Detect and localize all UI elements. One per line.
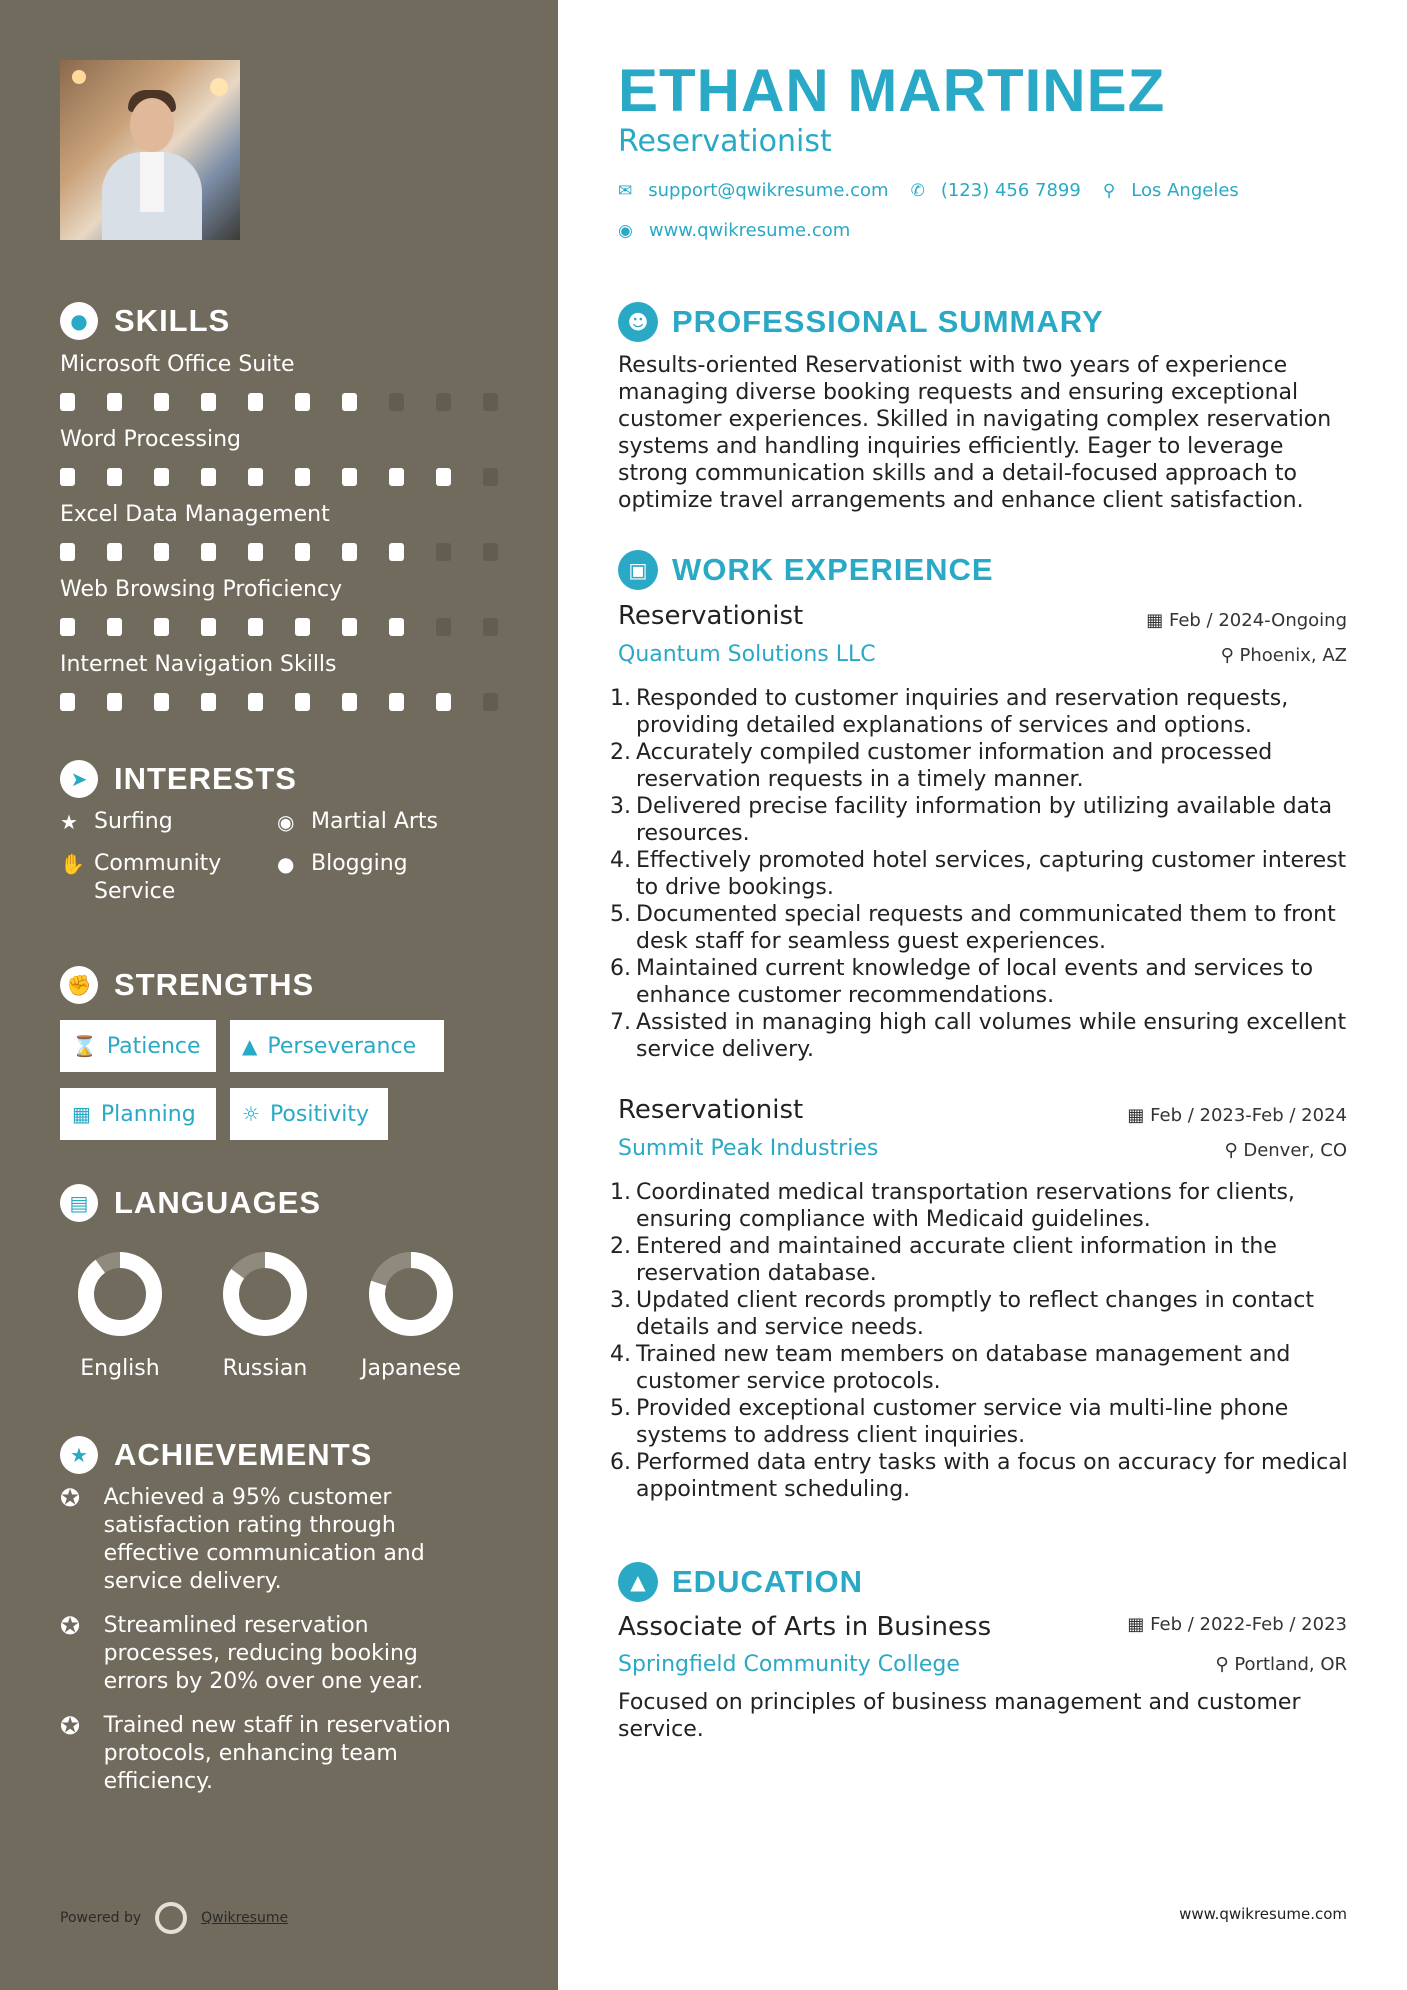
list-item: 7. Assisted in managing high call volumes while ensuring excellent service delivery. bbox=[610, 1010, 1347, 1062]
skill-dot bbox=[201, 693, 216, 711]
education-location: ⚲ Portland, OR bbox=[1215, 1654, 1347, 1675]
contact-row bbox=[618, 180, 1239, 201]
experience-heading: ▣ WORK EXPERIENCE bbox=[618, 550, 994, 590]
star-icon: ✪ bbox=[60, 1712, 81, 1740]
skill-dot bbox=[60, 468, 75, 486]
skill-dot bbox=[248, 693, 263, 711]
hand-icon: ✋ bbox=[60, 852, 85, 876]
list-item: 4. Effectively promoted hotel services, capturing customer interest to drive bookings. bbox=[610, 848, 1347, 900]
list-item: 2. Entered and maintained accurate client information in the reservation database. bbox=[610, 1234, 1277, 1286]
language-ring bbox=[76, 1250, 164, 1338]
users-icon: ● bbox=[277, 852, 295, 876]
skill-dot bbox=[483, 468, 498, 486]
calendar-icon: ▦ bbox=[1127, 1614, 1151, 1635]
list-item: 1. Responded to customer inquiries and reservation requests, providing detailed explanations of services and options. bbox=[610, 686, 1289, 738]
job-bullets bbox=[610, 685, 1370, 1063]
skill-item bbox=[60, 652, 510, 711]
education-date: ▦ Feb / 2022-Feb / 2023 bbox=[1127, 1614, 1347, 1635]
interest-item: ● Blogging bbox=[277, 851, 408, 876]
skill-dot bbox=[295, 393, 310, 411]
skill-dot bbox=[436, 543, 451, 561]
strength-tag: ▦ Planning bbox=[60, 1088, 216, 1140]
skill-dot bbox=[389, 693, 404, 711]
star-icon: ✪ bbox=[60, 1484, 81, 1512]
pin-icon: ⚲ bbox=[1224, 1140, 1244, 1161]
degree-title: Associate of Arts in Business bbox=[618, 1612, 992, 1642]
skill-dot bbox=[107, 618, 122, 636]
skills-heading: ● SKILLS bbox=[60, 302, 230, 340]
skill-rating bbox=[60, 543, 510, 561]
list-item: 4. Trained new team members on database management and customer service protocols. bbox=[610, 1342, 1291, 1394]
interest-item: ✋ Community Service bbox=[60, 851, 222, 904]
list-item: 3. Delivered precise facility information by utilizing available data resources. bbox=[610, 794, 1333, 846]
road-icon: ▲ bbox=[242, 1034, 258, 1058]
skill-dot bbox=[154, 393, 169, 411]
list-item: 6. Maintained current knowledge of local events and services to enhance customer recommendations. bbox=[610, 956, 1314, 1008]
award-icon: ★ bbox=[60, 1436, 98, 1474]
graduation-cap-icon: ▲ bbox=[618, 1562, 658, 1602]
star-icon: ✪ bbox=[60, 1612, 81, 1640]
skill-item bbox=[60, 577, 510, 636]
skill-dot bbox=[201, 618, 216, 636]
list-item: 5. Documented special requests and communicated them to front desk staff for seamless guest experiences. bbox=[610, 902, 1336, 954]
job-location: ⚲ Phoenix, AZ bbox=[1220, 645, 1347, 666]
skill-dot bbox=[483, 693, 498, 711]
interest-item: ◉ Martial Arts bbox=[277, 809, 439, 834]
fist-icon: ✊ bbox=[60, 966, 98, 1004]
list-item: 3. Updated client records promptly to reflect changes in contact details and service needs. bbox=[610, 1288, 1314, 1340]
skill-dot bbox=[154, 543, 169, 561]
phone-icon: ✆ bbox=[910, 180, 925, 201]
sidebar bbox=[0, 0, 558, 1990]
strength-tag: ☼ Positivity bbox=[230, 1088, 388, 1140]
achievement-item: ✪ Streamlined reservation processes, reducing booking errors by 20% over one year. bbox=[60, 1612, 424, 1694]
qwikresume-logo bbox=[155, 1902, 187, 1934]
skill-item bbox=[60, 502, 510, 561]
interest-item: ★ Surfing bbox=[60, 809, 173, 834]
skill-dot bbox=[436, 393, 451, 411]
job-title: Reservationist bbox=[618, 1095, 804, 1125]
interests-list bbox=[60, 808, 520, 906]
paper-plane-icon: ➤ bbox=[60, 760, 98, 798]
hourglass-icon: ⌛ bbox=[72, 1034, 97, 1058]
skill-rating bbox=[60, 618, 510, 636]
calendar-icon: ▦ bbox=[1146, 610, 1169, 631]
skill-dot bbox=[154, 618, 169, 636]
skill-dot bbox=[342, 543, 357, 561]
skill-dot bbox=[342, 693, 357, 711]
languages-heading: ▤ LANGUAGES bbox=[60, 1184, 321, 1222]
calendar-icon: ▦ bbox=[72, 1102, 91, 1126]
education-heading: ▲ EDUCATION bbox=[618, 1562, 863, 1602]
skill-dot bbox=[201, 393, 216, 411]
skill-dot bbox=[248, 468, 263, 486]
job-date: ▦ Feb / 2023-Feb / 2024 bbox=[1127, 1105, 1347, 1126]
sun-icon: ☼ bbox=[242, 1102, 260, 1126]
skill-item bbox=[60, 427, 510, 486]
language-ring-fill bbox=[86, 1260, 154, 1328]
skill-item bbox=[60, 352, 510, 411]
email-link[interactable]: support@qwikresume.com bbox=[648, 180, 889, 201]
calendar-icon: ▦ bbox=[1127, 1105, 1151, 1126]
skill-dot bbox=[154, 468, 169, 486]
language-item: Japanese bbox=[341, 1250, 481, 1381]
summary-text: Results-oriented Reservationist with two years of experience managing diverse booking requests and ensuring exceptional customer experiences. Skilled in navigating complex reservation systems and handling inquiries efficiently. Eager to leverage strong communication skills and a detail-focused approach to optimize travel arrangements and enhance client satisfaction. bbox=[618, 353, 1332, 513]
map-pin-icon: ⚲ bbox=[1102, 180, 1116, 201]
skill-dot bbox=[295, 543, 310, 561]
skill-dot bbox=[107, 693, 122, 711]
skill-dot bbox=[295, 618, 310, 636]
strength-tag: ⌛ Patience bbox=[60, 1020, 216, 1072]
skill-dot bbox=[389, 393, 404, 411]
skill-dot bbox=[60, 618, 75, 636]
skill-dot bbox=[342, 393, 357, 411]
skill-name: Web Browsing Proficiency bbox=[60, 577, 343, 602]
school-name: Springfield Community College bbox=[618, 1652, 960, 1677]
skill-dot bbox=[436, 468, 451, 486]
star-icon: ★ bbox=[60, 810, 78, 834]
language-item: Russian bbox=[195, 1250, 335, 1381]
language-item: English bbox=[50, 1250, 190, 1381]
education-text: Focused on principles of business management and customer service. bbox=[618, 1690, 1301, 1742]
skill-dot bbox=[389, 468, 404, 486]
pin-icon: ⚲ bbox=[1215, 1654, 1235, 1675]
skill-dot bbox=[201, 468, 216, 486]
job-bullets bbox=[610, 1179, 1370, 1503]
job-date: ▦ Feb / 2024-Ongoing bbox=[1146, 610, 1347, 631]
skill-dot bbox=[154, 693, 169, 711]
skill-dot bbox=[295, 468, 310, 486]
skill-dot bbox=[389, 543, 404, 561]
skill-name: Excel Data Management bbox=[60, 502, 330, 527]
skill-dot bbox=[436, 693, 451, 711]
skill-dot bbox=[483, 543, 498, 561]
skill-dot bbox=[248, 618, 263, 636]
skill-name: Microsoft Office Suite bbox=[60, 352, 295, 377]
skill-dot bbox=[107, 468, 122, 486]
language-icon: ▤ bbox=[60, 1184, 98, 1222]
list-item: 2. Accurately compiled customer information and processed reservation requests in a timely manner. bbox=[610, 740, 1273, 792]
user-icon: ☻ bbox=[618, 302, 658, 342]
phone-number: (123) 456 7899 bbox=[940, 180, 1081, 201]
candidate-name: ETHAN MARTINEZ bbox=[618, 57, 1166, 124]
qwikresume-link[interactable]: Qwikresume bbox=[201, 1910, 289, 1926]
company-name: Quantum Solutions LLC bbox=[618, 642, 876, 667]
interests-heading: ➤ INTERESTS bbox=[60, 760, 297, 798]
company-name: Summit Peak Industries bbox=[618, 1136, 879, 1161]
chair-icon: ▣ bbox=[618, 550, 658, 590]
strengths-heading: ✊ STRENGTHS bbox=[60, 966, 314, 1004]
language-ring bbox=[221, 1250, 309, 1338]
envelope-icon: ✉ bbox=[618, 180, 633, 201]
skill-dot bbox=[342, 468, 357, 486]
skill-rating bbox=[60, 393, 510, 411]
website-link[interactable]: www.qwikresume.com bbox=[648, 220, 851, 241]
lightbulb-icon: ● bbox=[60, 302, 98, 340]
skill-rating bbox=[60, 693, 510, 711]
skill-dot bbox=[483, 618, 498, 636]
location-text: Los Angeles bbox=[1131, 180, 1239, 201]
skill-dot bbox=[436, 618, 451, 636]
job-location: ⚲ Denver, CO bbox=[1224, 1140, 1347, 1161]
footer-website[interactable]: www.qwikresume.com bbox=[1179, 1905, 1347, 1923]
skill-dot bbox=[483, 393, 498, 411]
main-content bbox=[558, 0, 1407, 1990]
language-ring bbox=[367, 1250, 455, 1338]
powered-by: Powered by Qwikresume bbox=[60, 1902, 288, 1934]
skill-dot bbox=[342, 618, 357, 636]
strength-tag: ▲ Perseverance bbox=[230, 1020, 444, 1072]
list-item: 6. Performed data entry tasks with a focus on accuracy for medical appointment scheduling. bbox=[610, 1450, 1348, 1502]
achievement-item: ✪ Trained new staff in reservation protocols, enhancing team efficiency. bbox=[60, 1712, 451, 1794]
pin-icon: ⚲ bbox=[1220, 645, 1240, 666]
job-title: Reservationist bbox=[618, 601, 804, 631]
achievements-heading: ★ ACHIEVEMENTS bbox=[60, 1436, 372, 1474]
achievement-item: ✪ Achieved a 95% customer satisfaction rating through effective communication and service delivery. bbox=[60, 1484, 425, 1594]
website-row bbox=[618, 220, 850, 241]
summary-heading: ☻ PROFESSIONAL SUMMARY bbox=[618, 302, 1104, 342]
candidate-role: Reservationist bbox=[618, 124, 832, 159]
skill-rating bbox=[60, 468, 510, 486]
skill-dot bbox=[248, 393, 263, 411]
list-item: 5. Provided exceptional customer service via multi-line phone systems to address client inquiries. bbox=[610, 1396, 1289, 1448]
skill-dot bbox=[60, 393, 75, 411]
skill-dot bbox=[201, 543, 216, 561]
globe-icon: ◉ bbox=[618, 220, 633, 241]
skill-name: Internet Navigation Skills bbox=[60, 652, 337, 677]
skill-dot bbox=[60, 543, 75, 561]
skill-dot bbox=[107, 543, 122, 561]
skill-dot bbox=[389, 618, 404, 636]
skill-dot bbox=[295, 693, 310, 711]
skill-dot bbox=[60, 693, 75, 711]
skill-name: Word Processing bbox=[60, 427, 242, 452]
skill-dot bbox=[107, 393, 122, 411]
skill-dot bbox=[248, 543, 263, 561]
list-item: 1. Coordinated medical transportation reservations for clients, ensuring compliance with Medicaid guidelines. bbox=[610, 1180, 1295, 1232]
profile-photo bbox=[60, 60, 240, 240]
globe-icon: ◉ bbox=[277, 810, 295, 834]
